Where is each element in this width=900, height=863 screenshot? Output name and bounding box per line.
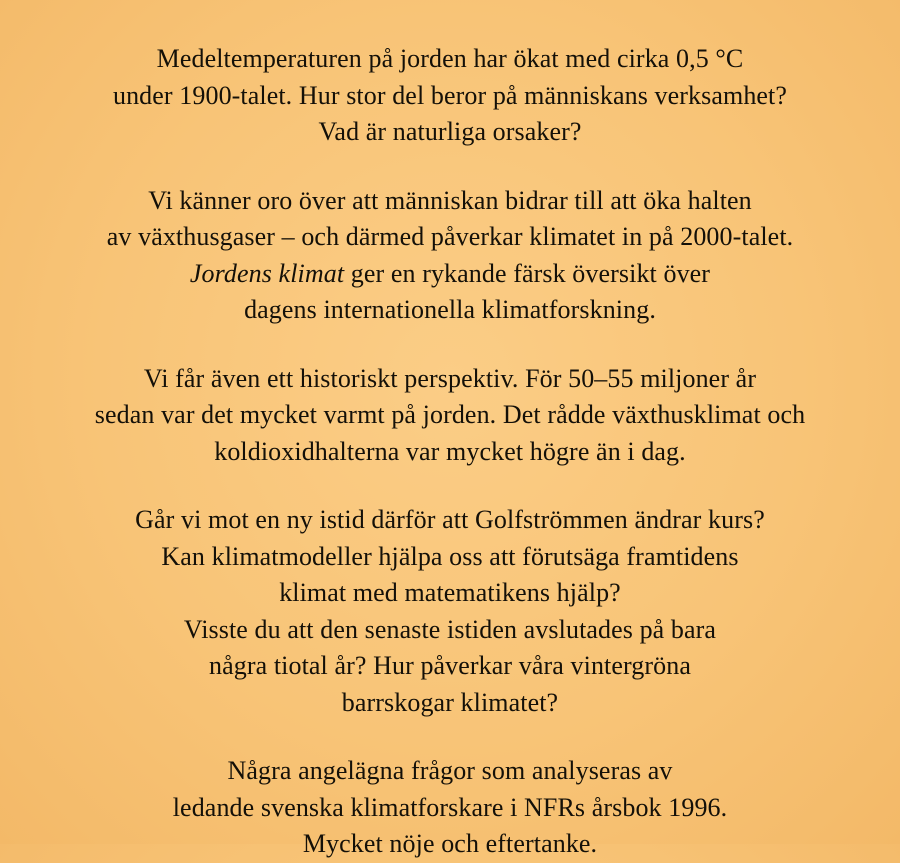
- paragraph-closing: [0, 753, 900, 863]
- text-line: Medeltemperaturen på jorden har ökat med cirka 0,5 °C: [156, 44, 744, 73]
- text-line: några tiotal år? Hur påverkar våra vintergröna: [209, 651, 691, 680]
- text-line: Visste du att den senaste istiden avslutades på bara: [183, 614, 717, 644]
- book-title: Jordens klimat: [189, 258, 345, 288]
- text-line: av växthusgaser – och därmed påverkar klimatet in på 2000-talet.: [106, 222, 794, 251]
- text-line: Några angelägna frågor som analyseras av: [227, 756, 673, 785]
- text-line: koldioxidhalterna var mycket högre än i dag.: [214, 436, 686, 466]
- text-line: klimat med matematikens hjälp?: [279, 578, 621, 607]
- text-line: under 1900-talet. Hur stor del beror på människans verksamhet?: [112, 80, 788, 110]
- paragraph-temperature: [0, 41, 900, 151]
- text-line-with-title: [0, 256, 900, 293]
- paragraph-historical-perspective: [0, 361, 900, 471]
- text-line: Går vi mot en ny istid därför att Golfströmmen ändrar kurs?: [135, 505, 765, 534]
- text-line: sedan var det mycket varmt på jorden. Det rådde växthusklimat och: [94, 400, 806, 429]
- text-line: Vad är naturliga orsaker?: [318, 117, 582, 146]
- paragraph-questions: [0, 502, 900, 721]
- text-line: Vi känner oro över att människan bidrar till att öka halten: [148, 185, 752, 215]
- text-line: dagens internationella klimatforskning.: [244, 295, 656, 324]
- text-line: Kan klimatmodeller hjälpa oss att förutsäga framtidens: [161, 541, 739, 571]
- text-line: ledande svenska klimatforskare i NFRs årsbok 1996.: [172, 792, 728, 822]
- text-line: Mycket nöje och eftertanke.: [302, 829, 598, 858]
- text-line: barrskogar klimatet?: [341, 687, 559, 717]
- title-line-rest: ger en rykande färsk översikt över: [344, 258, 711, 288]
- text-line: Vi får även ett historiskt perspektiv. För 50–55 miljoner år: [143, 363, 757, 393]
- paragraph-greenhouse-gases: [0, 183, 900, 329]
